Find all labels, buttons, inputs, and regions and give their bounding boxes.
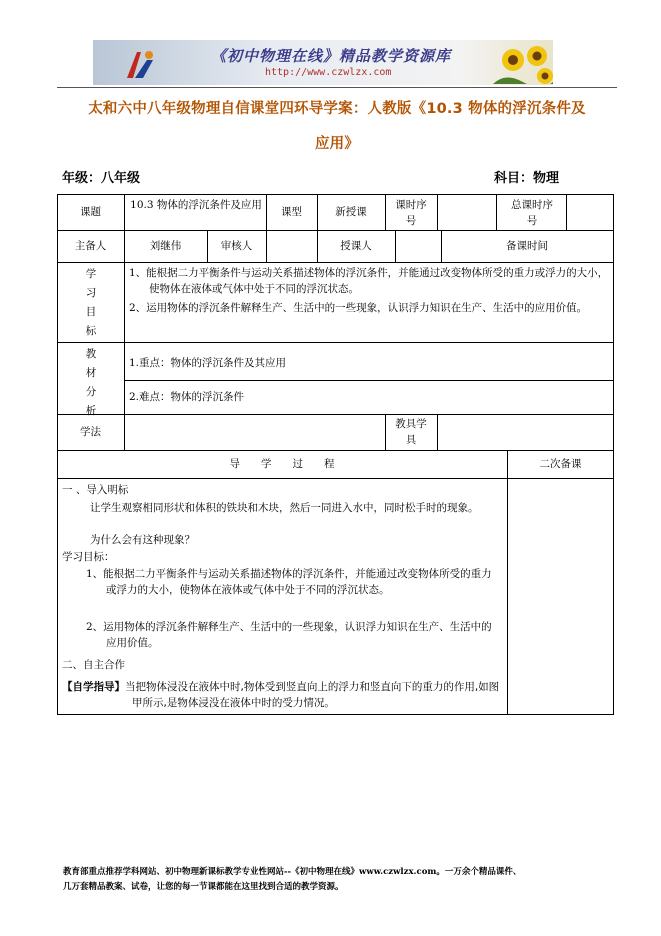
section-1-question: 为什么会有这种现象？ bbox=[90, 534, 195, 546]
footer-line-1: 教育部重点推荐学科网站、初中物理新课标教学专业性网站--《初中物理在线》www.czwlzx.com。一万余个精品课件、 bbox=[63, 867, 522, 877]
topic-value: 10.3 物体的浮沉条件及应用 bbox=[130, 199, 262, 211]
period-label: 课时序号 bbox=[395, 199, 427, 227]
goal-item-2: 2、运用物体的浮沉条件解释生产、生活中的一些现象，认识浮力知识在生产、生活中的应用价值。 bbox=[129, 302, 588, 314]
header-banner bbox=[93, 40, 553, 85]
second-prep-header: 二次备课 bbox=[539, 458, 582, 470]
study-goal-1: 1、能根据二力平衡条件与运动关系描述物体的浮沉条件，并能通过改变物体所受的重力或浮力的大小，使物体在液体或气体中处于不同的浮沉状态。 bbox=[86, 568, 492, 596]
type-label: 课型 bbox=[281, 206, 302, 218]
preparer-label: 主备人 bbox=[74, 240, 107, 252]
total-period-label: 总课时序号 bbox=[511, 199, 553, 227]
site-logo-icon bbox=[123, 48, 157, 80]
grade-label: 年级：八年级 bbox=[62, 171, 141, 186]
goal-item-1: 1、能根据二力平衡条件与运动关系描述物体的浮沉条件，并能通过改变物体所受的重力或浮力的大小，使物体在液体或气体中处于不同的浮沉状态。 bbox=[129, 267, 609, 295]
self-study-guide bbox=[62, 679, 502, 711]
analysis-label: 教材分析 bbox=[85, 348, 97, 417]
topic-label: 课题 bbox=[80, 206, 101, 218]
section-1-paragraph: 让学生观察相同形状和体积的铁块和木块，然后一同进入水中，同时松手时的现象。 bbox=[90, 502, 479, 514]
process-header: 导 学 过 程 bbox=[229, 458, 335, 470]
document-title-line-2: 应用》 bbox=[314, 136, 360, 152]
header-divider bbox=[57, 87, 617, 88]
tools-label: 教具学具 bbox=[395, 418, 427, 446]
key-point: 1.重点：物体的浮沉条件及其应用 bbox=[129, 357, 287, 369]
footer-line-2: 几万套精品教案、试卷，让您的每一节课都能在这里找到合适的教学资源。 bbox=[63, 882, 344, 892]
prep-time-label: 备课时间 bbox=[506, 240, 548, 252]
section-1-title: 一 、导入明标 bbox=[62, 484, 129, 496]
difficult-point: 2.难点：物体的浮沉条件 bbox=[129, 391, 245, 403]
goals-label: 学习目标 bbox=[85, 268, 97, 337]
self-study-guide-text: 当把物体浸没在液体中时,物体受到竖直向上的浮力和竖直向下的重力的作用,如图甲所示,是物体浸没在液体中时的受力情况。 bbox=[125, 681, 500, 709]
method-label: 学法 bbox=[80, 426, 101, 438]
reviewer-label: 审核人 bbox=[220, 240, 253, 252]
sunflower-icon bbox=[493, 42, 553, 84]
study-goals-label: 学习目标： bbox=[62, 551, 115, 563]
banner-url: http://www.czwlzx.com bbox=[265, 67, 392, 78]
document-title-line-1: 太和六中八年级物理自信课堂四环导学案：人教版《10.3 物体的浮沉条件及 bbox=[88, 101, 586, 117]
page-footer bbox=[63, 865, 623, 895]
type-value: 新授课 bbox=[335, 206, 367, 218]
banner-title: 《初中物理在线》精品教学资源库 bbox=[211, 47, 452, 65]
self-study-guide-tag: 【自学指导】 bbox=[62, 681, 125, 693]
section-2-title: 二、自主合作 bbox=[62, 659, 125, 671]
teacher-label: 授课人 bbox=[340, 240, 372, 252]
study-goal-2: 2、运用物体的浮沉条件解释生产、生活中的一些现象，认识浮力知识在生产、生活中的应用价值。 bbox=[86, 621, 492, 649]
subject-label: 科目：物理 bbox=[494, 171, 560, 186]
preparer-value: 刘继伟 bbox=[149, 240, 182, 252]
